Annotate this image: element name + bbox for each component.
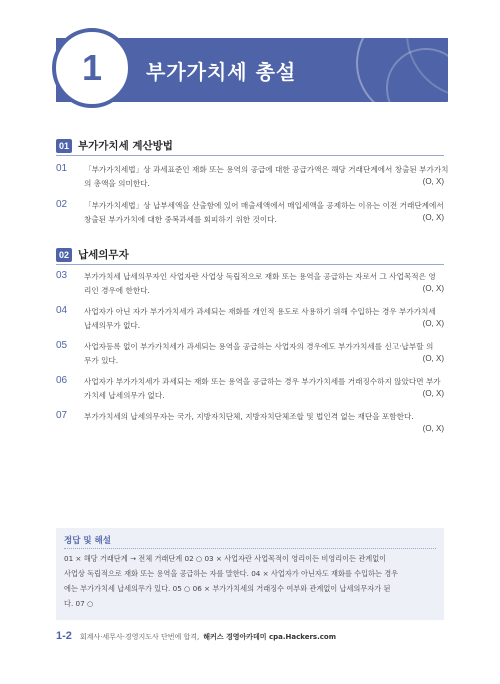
answer-line: 에는 부가가치세 납세의무가 있다. 05 ○ 06 × 부가가치세의 거래징수 여부와 관계없이 납세의무자가 된 bbox=[64, 584, 391, 593]
question-item-07 bbox=[56, 410, 446, 440]
page-footer bbox=[56, 630, 336, 642]
question-text: 「부가가치세법」상 과세표준인 재화 또는 용역의 공급에 대한 공급가액은 해당 거래단계에서 창출된 부가가치 의 총액을 의미한다. bbox=[84, 165, 449, 188]
chapter-number-badge bbox=[52, 28, 132, 108]
question-text: 사업자가 아닌 자가 부가가치세가 과세되는 재화를 개인적 용도로 사용하기 위해 수입하는 경우 부가가치세 납세의무가 없다. bbox=[84, 307, 436, 330]
question-item-05 bbox=[56, 340, 446, 370]
section-divider bbox=[56, 155, 444, 156]
question-item-02 bbox=[56, 199, 446, 229]
section-heading-01 bbox=[56, 138, 173, 153]
question-item-06 bbox=[56, 375, 446, 405]
question-number: 05 bbox=[56, 340, 68, 351]
ox-choice: (O, X) bbox=[422, 284, 444, 293]
section-heading-02 bbox=[56, 247, 129, 262]
section-divider bbox=[56, 264, 444, 265]
question-text: 「부가가치세법」상 납부세액을 산출함에 있어 매출세액에서 매입세액을 공제하는 이유는 이전 거래단계에서 창출된 부가가치에 대한 중복과세를 회피하기 위한 것이다. bbox=[84, 201, 444, 224]
section-number: 02 bbox=[56, 248, 72, 262]
question-number: 01 bbox=[56, 163, 68, 174]
answer-line: 01 × 해당 거래단계 → 전체 거래단계 02 ○ 03 × 사업자란 사업목적이 영리이든 비영리이든 관계없이 bbox=[64, 554, 387, 563]
answer-divider bbox=[64, 548, 436, 549]
ox-choice: (O, X) bbox=[422, 424, 444, 433]
question-text: 사업자가 부가가치세가 과세되는 재화 또는 용역을 공급하는 경우 부가가치세를 거래징수하지 않았다면 부가 가치세 납세의무가 없다. bbox=[84, 377, 441, 400]
ox-choice: (O, X) bbox=[422, 354, 444, 363]
question-item-01 bbox=[56, 163, 449, 193]
answer-line: 다. 07 ○ bbox=[64, 599, 94, 608]
question-item-03 bbox=[56, 270, 446, 300]
question-text: 사업자등록 없이 부가가치세가 과세되는 용역을 공급하는 사업자의 경우에도 부가가치세를 신고·납부할 의 무가 있다. bbox=[84, 342, 434, 365]
section-number: 01 bbox=[56, 139, 72, 153]
answer-title: 정답 및 해설 bbox=[64, 536, 111, 546]
question-item-04 bbox=[56, 305, 446, 335]
question-number: 03 bbox=[56, 270, 68, 281]
answer-box bbox=[56, 528, 444, 620]
section-title: 부가가치세 계산방법 bbox=[78, 140, 173, 152]
question-number: 04 bbox=[56, 305, 68, 316]
question-number: 06 bbox=[56, 375, 68, 386]
footer-brand: 해커스 경영아카데미 cpa.Hackers.com bbox=[203, 633, 336, 641]
footer-text: 회계사·세무사·경영지도사 단번에 합격, bbox=[79, 633, 200, 641]
chapter-title: 부가가치세 총설 bbox=[146, 60, 297, 84]
answer-line: 사업상 독립적으로 재화 또는 용역을 공급하는 자를 말한다. 04 × 사업자가 아닌자도 재화를 수입하는 경우 bbox=[64, 569, 399, 578]
page-number: 1-2 bbox=[56, 630, 72, 642]
section-title: 납세의무자 bbox=[78, 249, 129, 261]
chapter-number: 1 bbox=[81, 47, 103, 88]
question-number: 07 bbox=[56, 410, 68, 421]
ox-choice: (O, X) bbox=[422, 177, 444, 186]
question-number: 02 bbox=[56, 199, 68, 210]
ox-choice: (O, X) bbox=[422, 213, 444, 222]
question-text: 부가가치세 납세의무자인 사업자란 사업상 독립적으로 재화 또는 용역을 공급하는 자로서 그 사업목적은 영 리인 경우에 한한다. bbox=[84, 272, 436, 295]
question-text: 부가가치세의 납세의무자는 국가, 지방자치단체, 지방자치단체조합 및 법인격 없는 재단을 포함한다. bbox=[84, 412, 414, 421]
ox-choice: (O, X) bbox=[422, 319, 444, 328]
ox-choice: (O, X) bbox=[422, 389, 444, 398]
